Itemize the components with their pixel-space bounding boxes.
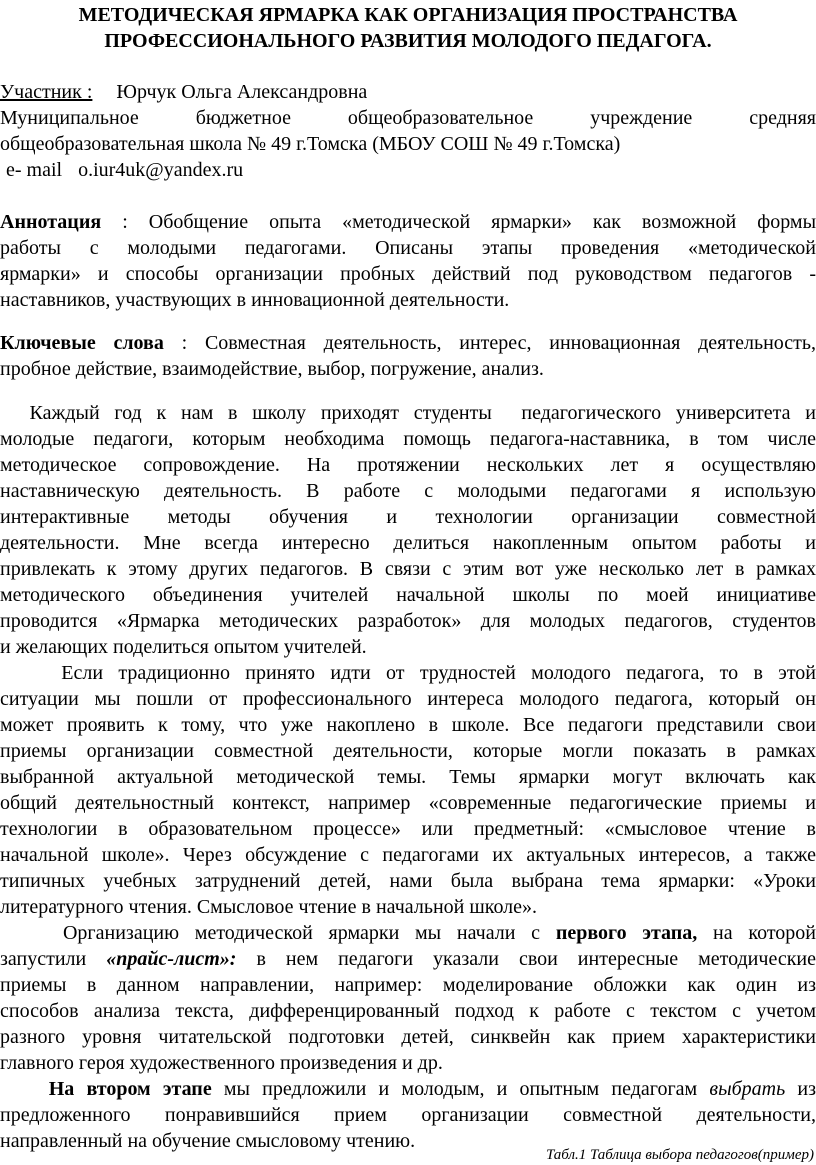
table-caption: Табл.1 Таблица выбора педагогов(пример): [545, 1147, 814, 1163]
title-line-1: МЕТОДИЧЕСКАЯ ЯРМАРКА КАК ОРГАНИЗАЦИЯ ПРОСТРАНСТВА: [78, 4, 738, 26]
author-line: [0, 79, 816, 105]
keywords-line-1: [0, 330, 816, 356]
choose-emphasis: выбрать: [709, 1078, 786, 1100]
org-line-2: общеобразовательная школа № 49 г.Томска (МБОУ СОШ № 49 г.Томска): [0, 133, 621, 155]
para4-text-c: мы предложили и молодым, и опытным педагогам: [211, 1078, 710, 1100]
para1-line-9: проводится «Ярмарка методических разработок» для молодых педагогов, студентов: [0, 610, 816, 632]
keywords-label: Ключевые слова: [0, 332, 164, 354]
first-stage-emphasis: первого этапа,: [555, 922, 698, 944]
para2-line-4: приемы организации совместной деятельности, которые могли показать в рамках: [0, 740, 816, 762]
annotation-text-1: : Обобщение опыта «методической ярмарки» как возможной формы: [122, 211, 816, 233]
para3-text-c: на которой: [697, 922, 816, 944]
email-value: o.iur4uk@yandex.ru: [78, 159, 244, 181]
para4-line-2: предложенного понравившийся прием организации совместной деятельности,: [0, 1104, 816, 1126]
para2-line-10: литературного чтения. Смысловое чтение в начальной школе».: [0, 896, 538, 918]
org-line-1: Муниципальное бюджетное общеобразовательное учреждение средняя: [0, 107, 816, 129]
para3-line-6: главного героя художественного произведения и др.: [0, 1052, 443, 1074]
para4-line-3: направленный на обучение смысловому чтению.: [0, 1130, 416, 1152]
para2-line-7: технологии в образовательном процессе» или предметный: «смысловое чтение в: [0, 818, 816, 840]
second-stage-emphasis: На втором этапе: [48, 1078, 212, 1100]
para1-line-6: деятельности. Мне всегда интересно делиться накопленным опытом работы и: [0, 532, 816, 554]
annotation-line-1: [0, 209, 816, 235]
title-line-2: ПРОФЕССИОНАЛЬНОГО РАЗВИТИЯ МОЛОДОГО ПЕДАГОГА.: [104, 30, 712, 52]
keywords-text-1: : Совместная деятельность, интерес, инновационная деятельность,: [181, 332, 816, 354]
para2-line-5: выбранной актуальной методической темы. Темы ярмарки могут включать как: [0, 766, 816, 788]
para3-text-d: запустили: [0, 948, 107, 970]
para3-line-4: способов анализа текста, дифференцированный подход к работе с текстом с учетом: [0, 1000, 816, 1022]
para2-line-1: Если традиционно принято идти от трудностей молодого педагога, то в этой: [0, 662, 816, 684]
author-name: Юрчук Ольга Александровна: [116, 81, 368, 103]
para4-text-e: из: [785, 1078, 816, 1100]
para2-line-8: начальной школе». Через обсуждение с педагогами их актуальных интересов, а также: [0, 844, 816, 866]
para3-line-5: разного уровня читательской подготовки детей, синквейн как прием характеристики: [0, 1026, 816, 1048]
para1-line-7: привлекать к этому других педагогов. В связи с этим вот уже несколько лет в рамках: [0, 558, 816, 580]
keywords-line-2: пробное действие, взаимодействие, выбор, погружение, анализ.: [0, 358, 544, 380]
para3-line-2: [0, 946, 816, 972]
para2-line-6: общий деятельностный контекст, например «современные педагогические приемы и: [0, 792, 816, 814]
para1-line-5: интерактивные методы обучения и технологии организации совместной: [0, 506, 816, 528]
annotation-label: Аннотация: [0, 211, 102, 233]
para1-line-8: методического объединения учителей начальной школы по моей инициативе: [0, 584, 816, 606]
email-line: [0, 157, 816, 183]
para3-text-e: в нем педагоги указали свои интересные методические: [236, 948, 816, 970]
para1-line-10: и желающих поделиться опытом учителей.: [0, 636, 367, 658]
annotation-line-4: наставников, участвующих в инновационной деятельности.: [0, 289, 510, 311]
para2-line-3: может проявить к тому, что уже накоплено в школе. Все педагоги представили свои: [0, 714, 816, 736]
annotation-line-3: ярмарки» и способы организации пробных действий под руководством педагогов -: [0, 263, 816, 285]
para1-line-3: методическое сопровождение. На протяжении нескольких лет я осуществляю: [0, 454, 816, 476]
price-list-emphasis: «прайс-лист»:: [106, 948, 237, 970]
para1-line-2: молодые педагоги, которым необходима помощь педагога-наставника, в том числе: [0, 428, 816, 450]
para3-line-1: [0, 920, 816, 946]
para4-line-1: [0, 1076, 816, 1102]
para1-line-4: наставническую деятельность. В работе с молодыми педагогами я использую: [0, 480, 816, 502]
email-label: e- mail: [6, 159, 63, 181]
author-label: Участник :: [0, 81, 93, 103]
para3-text-a: Организацию методической ярмарки мы начали с: [0, 922, 556, 944]
para2-line-2: ситуации мы пошли от профессионального интереса молодого педагога, который он: [0, 688, 816, 710]
para1-line-1: Каждый год к нам в школу приходят студенты педагогического университета и: [0, 402, 816, 424]
annotation-line-2: работы с молодыми педагогами. Описаны этапы проведения «методической: [0, 237, 816, 259]
para3-line-3: приемы в данном направлении, например: моделирование обложки как один из: [0, 974, 816, 996]
para2-line-9: типичных учебных затруднений детей, нами была выбрана тема ярмарки: «Уроки: [0, 870, 816, 892]
para4-indent: [0, 1078, 49, 1100]
